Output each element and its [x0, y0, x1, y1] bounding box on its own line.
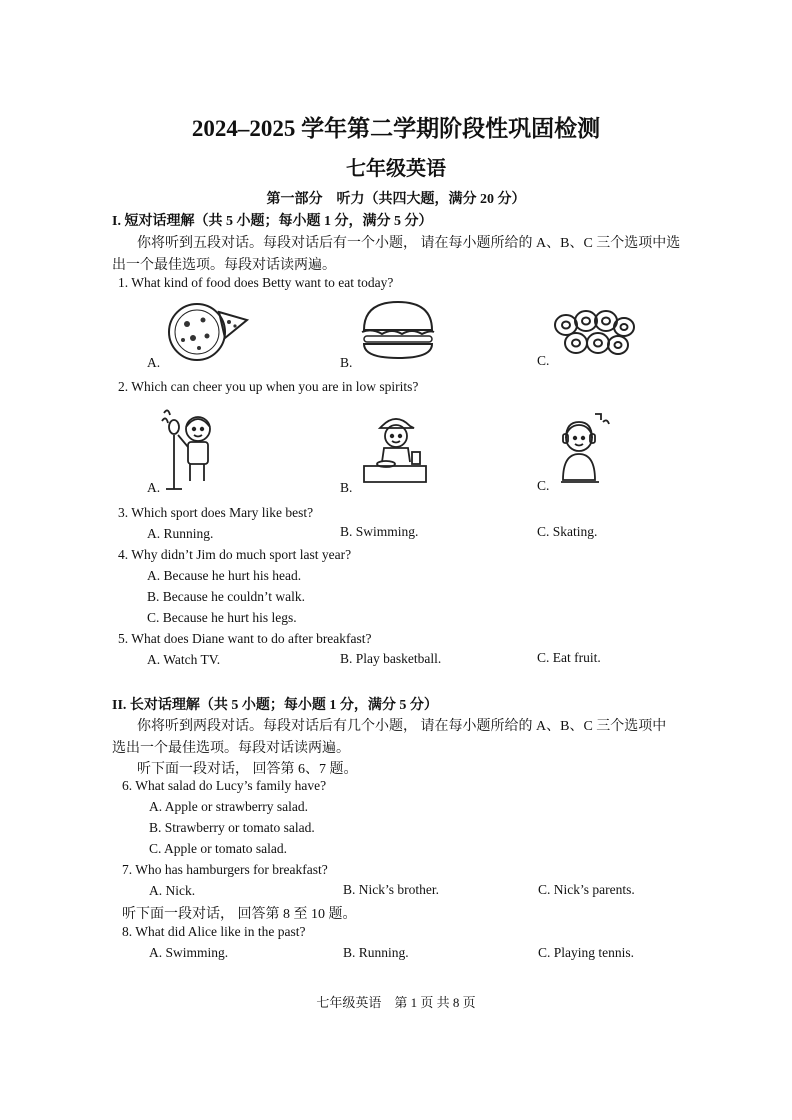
pizza-icon	[163, 298, 253, 364]
q3-option-c: C. Skating.	[537, 524, 598, 539]
q6-stem: 6. What salad do Lucy’s family have?	[122, 778, 327, 793]
dialog1-note: 听下面一段对话， 回答第 6、7 题。	[137, 762, 358, 777]
q5-option-a: A. Watch TV.	[147, 652, 221, 667]
q5-option-c: C. Eat fruit.	[537, 650, 601, 665]
section1-heading: I. 短对话理解（共 5 小题；每小题 1 分，满分 5 分）	[112, 214, 433, 229]
q6-option-b: B. Strawberry or tomato salad.	[149, 820, 315, 835]
q7-option-b: B. Nick’s brother.	[343, 882, 439, 897]
q2-option-b-label: B.	[340, 480, 353, 495]
exam-title: 2024–2025 学年第二学期阶段性巩固检测	[191, 116, 601, 141]
q2-option-c-label: C.	[537, 478, 550, 493]
dialog2-note: 听下面一段对话， 回答第 8 至 10 题。	[122, 907, 357, 922]
girl-listening-music-icon	[555, 410, 613, 490]
q1-option-a-label: A.	[147, 355, 161, 370]
q1-stem: 1. What kind of food does Betty want to eat today?	[118, 275, 394, 290]
boy-eating-icon	[360, 410, 432, 486]
section1-instruction-line2: 出一个最佳选项。每段对话读两遍。	[112, 258, 336, 273]
q4-option-b: B. Because he couldn’t walk.	[147, 589, 305, 604]
page-footer: 七年级英语 第 1 页 共 8 页	[316, 995, 476, 1010]
q8-option-b: B. Running.	[343, 945, 409, 960]
donuts-icon	[552, 305, 636, 359]
section1-instruction-line1: 你将听到五段对话。每段对话后有一个小题， 请在每小题所给的 A、B、C 三个选项中选	[137, 236, 681, 251]
q4-option-c: C. Because he hurt his legs.	[147, 610, 297, 625]
part-heading: 第一部分 听力（共四大题，满分 20 分）	[266, 192, 526, 207]
q8-option-a: A. Swimming.	[149, 945, 229, 960]
q8-stem: 8. What did Alice like in the past?	[122, 924, 306, 939]
boy-singing-icon	[160, 405, 220, 495]
hamburger-icon	[358, 298, 438, 362]
q4-stem: 4. Why didn’t Jim do much sport last year?	[118, 547, 352, 562]
q5-stem: 5. What does Diane want to do after breakfast?	[118, 631, 372, 646]
q4-option-a: A. Because he hurt his head.	[147, 568, 302, 583]
q6-option-a: A. Apple or strawberry salad.	[149, 799, 308, 814]
q6-option-c: C. Apple or tomato salad.	[149, 841, 287, 856]
q7-stem: 7. Who has hamburgers for breakfast?	[122, 862, 328, 877]
section2-instruction-line2: 选出一个最佳选项。每段对话读两遍。	[112, 741, 350, 756]
section2-instruction-line1: 你将听到两段对话。每段对话后有几个小题， 请在每小题所给的 A、B、C 三个选项中	[137, 719, 667, 734]
q3-option-a: A. Running.	[147, 526, 214, 541]
q8-option-c: C. Playing tennis.	[538, 945, 635, 960]
q3-option-b: B. Swimming.	[340, 524, 419, 539]
q3-stem: 3. Which sport does Mary like best?	[118, 505, 314, 520]
q7-option-a: A. Nick.	[149, 883, 196, 898]
q2-option-a-label: A.	[147, 480, 161, 495]
q7-option-c: C. Nick’s parents.	[538, 882, 635, 897]
q1-option-c-label: C.	[537, 353, 550, 368]
q5-option-b: B. Play basketball.	[340, 651, 442, 666]
section2-heading: II. 长对话理解（共 5 小题；每小题 1 分，满分 5 分）	[112, 698, 438, 713]
exam-subtitle: 七年级英语	[346, 158, 446, 180]
q2-stem: 2. Which can cheer you up when you are in low spirits?	[118, 379, 419, 394]
q1-option-b-label: B.	[340, 355, 353, 370]
